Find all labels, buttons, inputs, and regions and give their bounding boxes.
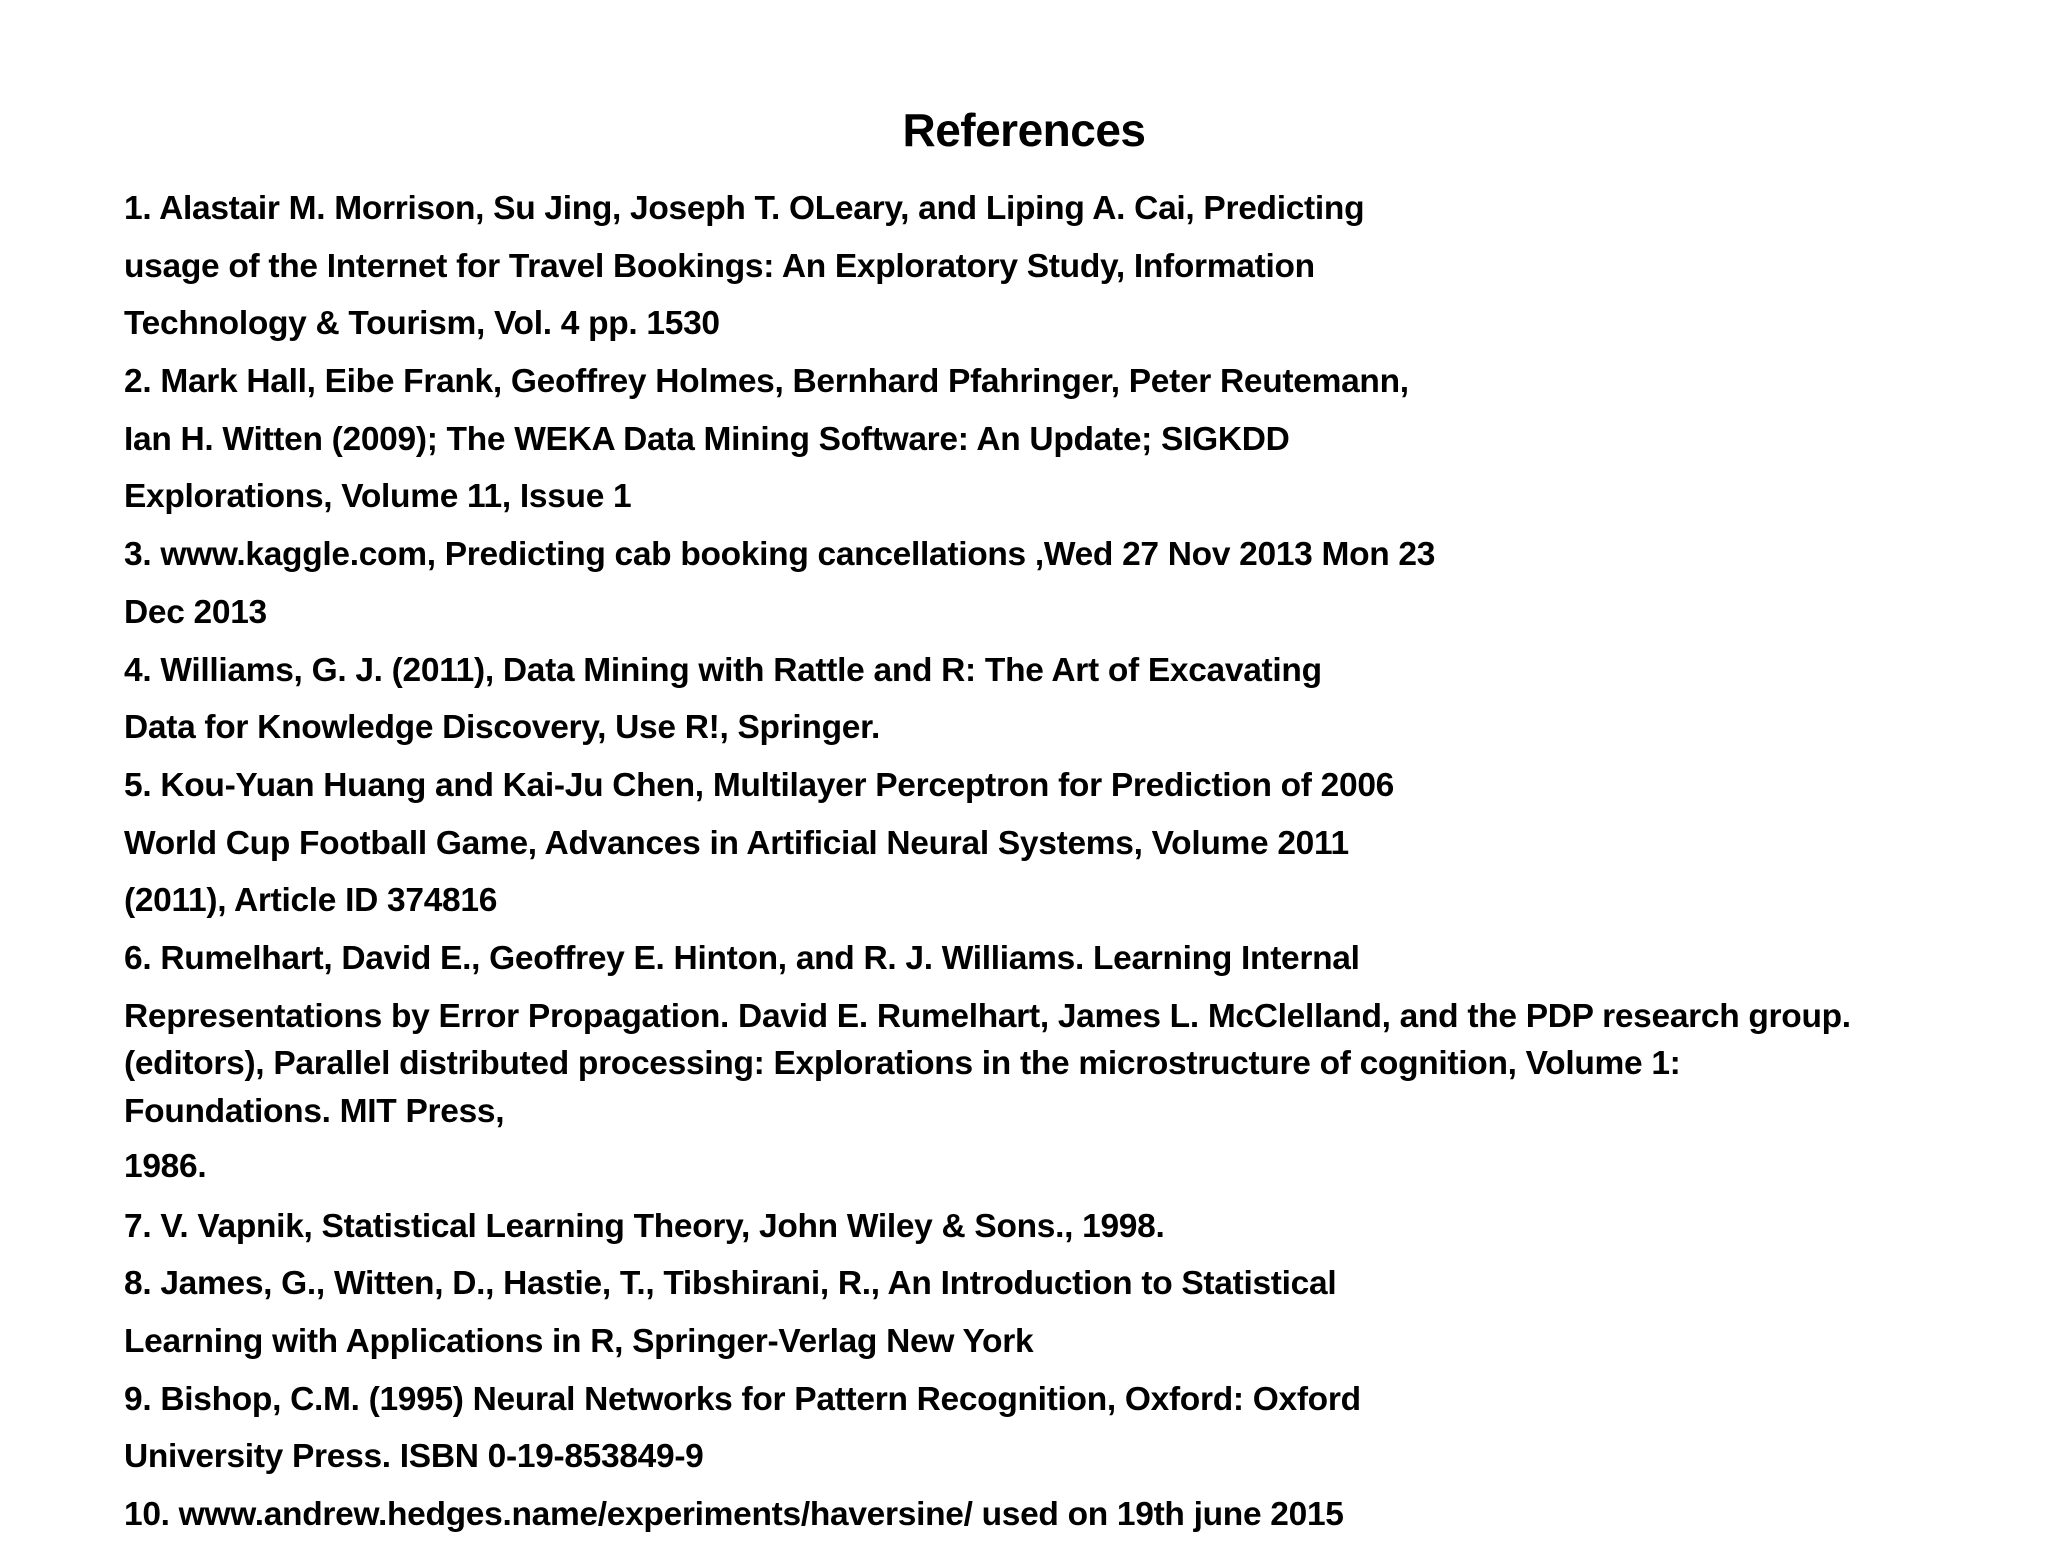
reference-line: Data for Knowledge Discovery, Use R!, Springer. <box>124 709 880 747</box>
reference-line: University Press. ISBN 0-19-853849-9 <box>124 1438 704 1476</box>
reference-line: usage of the Internet for Travel Bookings: An Exploratory Study, Information <box>124 247 1315 285</box>
reference-line: 5. Kou-Yuan Huang and Kai-Ju Chen, Multilayer Perceptron for Prediction of 2006 <box>124 766 1394 804</box>
reference-line: Explorations, Volume 11, Issue 1 <box>124 478 632 516</box>
reference-line: 10. www.andrew.hedges.name/experiments/haversine/ used on 19th june 2015 <box>124 1496 1344 1534</box>
reference-line: 1986. <box>124 1147 207 1185</box>
page-title: References <box>902 104 1146 156</box>
reference-line: Technology & Tourism, Vol. 4 pp. 1530 <box>124 305 720 343</box>
reference-line: World Cup Football Game, Advances in Artificial Neural Systems, Volume 2011 <box>124 824 1349 862</box>
reference-line: Representations by Error Propagation. David E. Rumelhart, James L. McClelland, and the PDP research group. <box>124 997 1851 1035</box>
reference-line: 7. V. Vapnik, Statistical Learning Theory, John Wiley & Sons., 1998. <box>124 1207 1165 1245</box>
reference-line: 4. Williams, G. J. (2011), Data Mining with Rattle and R: The Art of Excavating <box>124 651 1322 689</box>
reference-line: Learning with Applications in R, Springer-Verlag New York <box>124 1323 1034 1360</box>
reference-line: 8. James, G., Witten, D., Hastie, T., Tibshirani, R., An Introduction to Statistical <box>124 1265 1337 1303</box>
reference-line: (2011), Article ID 374816 <box>124 882 498 920</box>
reference-line: Foundations. MIT Press, <box>124 1092 505 1130</box>
reference-line: (editors), Parallel distributed processing: Explorations in the microstructure of cognition, Volume 1: <box>124 1044 1681 1082</box>
reference-line: 6. Rumelhart, David E., Geoffrey E. Hinton, and R. J. Williams. Learning Internal <box>124 939 1360 977</box>
reference-line: 3. www.kaggle.com, Predicting cab booking cancellations ,Wed 27 Nov 2013 Mon 23 <box>124 536 1436 574</box>
reference-line: Dec 2013 <box>124 593 267 631</box>
reference-line: Ian H. Witten (2009); The WEKA Data Mining Software: An Update; SIGKDD <box>124 420 1290 458</box>
reference-line: 1. Alastair M. Morrison, Su Jing, Joseph T. OLeary, and Liping A. Cai, Predicting <box>124 190 1365 227</box>
reference-line: 2. Mark Hall, Eibe Frank, Geoffrey Holmes, Bernhard Pfahringer, Peter Reutemann, <box>124 363 1409 401</box>
reference-line: 9. Bishop, C.M. (1995) Neural Networks for Pattern Recognition, Oxford: Oxford <box>124 1380 1361 1418</box>
reference-list <box>124 180 2004 1544</box>
